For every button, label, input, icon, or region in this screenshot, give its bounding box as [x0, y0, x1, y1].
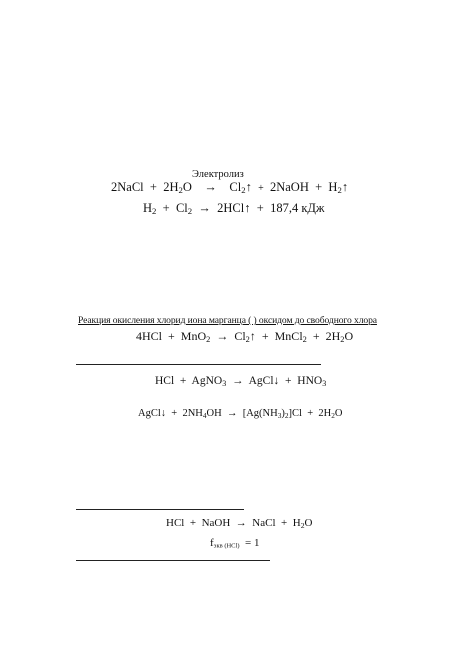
equivalence-factor: $f_{экв (HCl)} = 1$ — [210, 537, 260, 550]
divider-line — [76, 509, 244, 510]
divider-line — [76, 364, 321, 365]
electrolysis-label: Электролиз — [192, 169, 244, 180]
mno2-reaction-heading: Реакция окисления хлорид иона марганца ( ) оксидом до свободного хлора — [78, 315, 377, 326]
ammonia-complex-equation: AgCl↓ + $2NH_4OH \to [Ag(NH_3)_2]Cl + 2H_2O$ — [138, 408, 343, 420]
mno2-reaction-equation: $4HCl + MnO_2 \to Cl_2↑$ + MnCl$_2$ + $2H_2O$ — [136, 329, 354, 345]
hcl-synthesis-equation: $H_2 + Cl_2$ → 2HCl↑ + 187,4 кДж — [143, 201, 325, 217]
neutralization-equation: HCl + NaOH → NaCl + $H_2O$ — [166, 517, 313, 530]
divider-line — [76, 560, 270, 561]
agno3-equation: HCl + AgNO$_3$ → AgCl↓ + $HNO_3$ — [155, 375, 327, 388]
electrolysis-equation: 2NaCl + $2H_2O$ → $Cl_2↑$ + 2NaOH + $H_2↑$ — [111, 180, 349, 196]
